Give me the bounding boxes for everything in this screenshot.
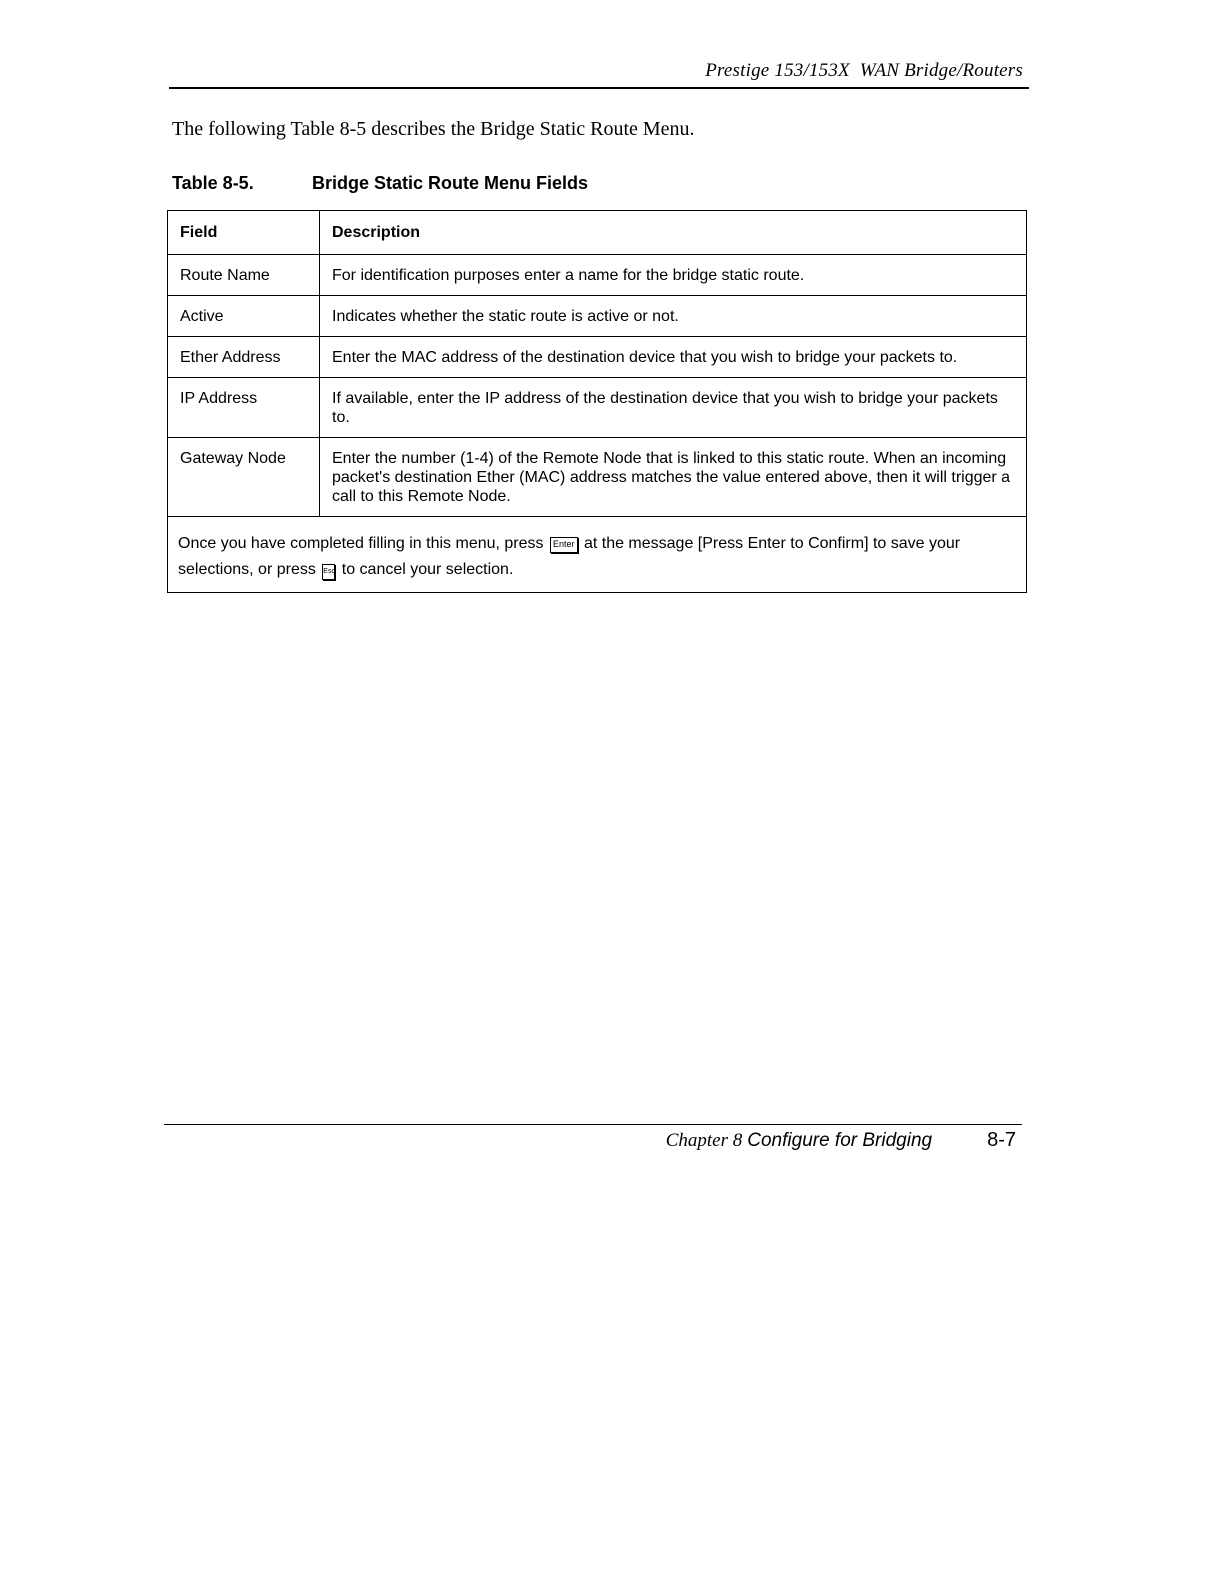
note-text-part1: Once you have completed filling in this menu, press [178, 535, 544, 552]
table-row [168, 438, 1027, 517]
enter-key-icon: Enter [550, 537, 578, 553]
table-caption [172, 173, 588, 194]
table-note [168, 517, 1027, 593]
description-cell: If available, enter the IP address of the destination device that you wish to bridge your packets to. [320, 378, 1027, 438]
table-row [168, 255, 1027, 296]
page-number: 8-7 [987, 1129, 1016, 1151]
column-header-description: Description [320, 211, 1027, 255]
table-row [168, 378, 1027, 438]
field-cell: Ether Address [168, 337, 320, 378]
table-row [168, 337, 1027, 378]
field-cell: IP Address [168, 378, 320, 438]
field-cell: Active [168, 296, 320, 337]
table-title: Bridge Static Route Menu Fields [312, 173, 589, 193]
esc-key-icon: Esc [322, 564, 335, 580]
field-cell: Route Name [168, 255, 320, 296]
chapter-title: Configure for Bridging [747, 1130, 933, 1151]
field-cell: Gateway Node [168, 438, 320, 517]
table-row [168, 296, 1027, 337]
table-header-row [168, 211, 1027, 255]
table-note-row [168, 517, 1027, 593]
intro-paragraph: The following Table 8-5 describes the Bridge Static Route Menu. [172, 118, 695, 140]
header-divider [169, 87, 1029, 89]
description-cell: Enter the number (1-4) of the Remote Node that is linked to this static route. When an incoming packet's destination Ether (MAC) address matches the value entered above, then it will trigger a call to this Remote Node. [320, 438, 1027, 517]
footer-divider [164, 1124, 1022, 1125]
table-number: Table 8-5. [172, 173, 254, 193]
description-cell: Enter the MAC address of the destination device that you wish to bridge your packets to. [320, 337, 1027, 378]
fields-table [167, 210, 1027, 593]
note-text-part3: to cancel your selection. [341, 561, 514, 578]
note-text-part2: at the message [Press Enter to Confirm] to save your selections, or press [178, 535, 961, 578]
running-header: Prestige 153/153X WAN Bridge/Routers [705, 60, 1023, 81]
chapter-label: Chapter 8 [665, 1130, 743, 1151]
description-cell: For identification purposes enter a name for the bridge static route. [320, 255, 1027, 296]
description-cell: Indicates whether the static route is active or not. [320, 296, 1027, 337]
running-footer [666, 1129, 1016, 1152]
column-header-field: Field [168, 211, 320, 255]
